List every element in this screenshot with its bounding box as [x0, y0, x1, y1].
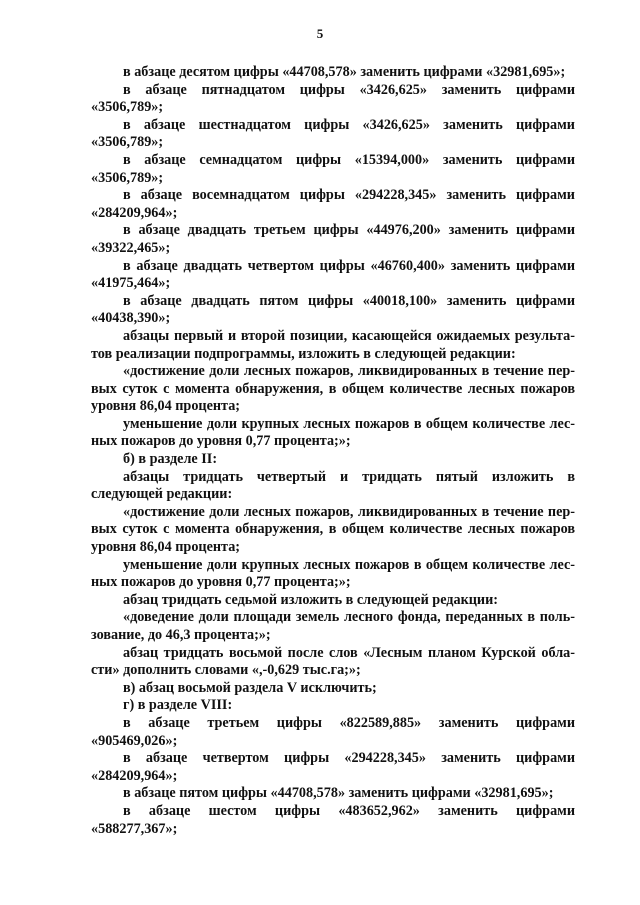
paragraph: «доведение доли площади земель лесного фонда, переданных в пользование, до 46,3 процента;»;: [91, 609, 575, 643]
paragraph: г) в разделе VIII:: [123, 697, 233, 714]
paragraph: в абзаце двадцать пятом цифры «40018,100» заменить цифрами «40438,390»;: [91, 292, 575, 327]
paragraph: в абзаце третьем цифры «822589,885» заменить цифрами «905469,026»;: [91, 714, 575, 749]
paragraph: в абзаце шестом цифры «483652,962» заменить цифрами «588277,367»;: [91, 802, 575, 837]
paragraph: б) в разделе II:: [123, 451, 218, 468]
paragraph: в абзаце двадцать четвертом цифры «46760,400» заменить цифрами «41975,464»;: [91, 257, 575, 292]
paragraph: в абзаце восемнадцатом цифры «294228,345» заменить цифрами «284209,964»;: [91, 187, 575, 221]
paragraph: абзацы тридцать четвертый и тридцать пятый изложить в следующей редакции:: [91, 468, 575, 503]
paragraph: «достижение доли лесных пожаров, ликвидированных в течение первых суток с момента обнаружения, в общем количестве лесных пожаров уровня 86,04 процента;: [91, 363, 575, 415]
paragraph: в) абзац восьмой раздела V исключить;: [123, 679, 377, 696]
paragraph: «достижение доли лесных пожаров, ликвидированных в течение первых суток с момента обнаружения, в общем количестве лесных пожаров уровня 86,04 процента;: [91, 503, 575, 556]
paragraph: в абзаце десятом цифры «44708,578» заменить цифрами «32981,695»;: [123, 64, 566, 80]
document-body: [91, 64, 575, 838]
paragraph: уменьшение доли крупных лесных пожаров в общем количестве лесных пожаров до уровня 0,77 процента;»;: [91, 415, 575, 450]
page-number: 5: [316, 26, 324, 41]
paragraph: абзац тридцать восьмой после слов «Лесным планом Курской области» дополнить словами «,-0,629 тыс.га;»;: [91, 644, 575, 679]
paragraph: в абзаце четвертом цифры «294228,345» заменить цифрами «284209,964»;: [91, 750, 575, 784]
paragraph: в абзаце семнадцатом цифры «15394,000» заменить цифрами «3506,789»;: [91, 151, 575, 186]
paragraph: уменьшение доли крупных лесных пожаров в общем количестве лесных пожаров до уровня 0,77 процента;»;: [91, 556, 575, 591]
paragraph: в абзаце шестнадцатом цифры «3426,625» заменить цифрами «3506,789»;: [91, 116, 575, 151]
paragraph: абзац тридцать седьмой изложить в следующей редакции:: [123, 591, 498, 608]
paragraph: абзацы первый и второй позиции, касающейся ожидаемых результатов реализации подпрограммы, изложить в следующей редакции:: [91, 327, 575, 362]
paragraph: в абзаце двадцать третьем цифры «44976,200» заменить цифрами «39322,465»;: [91, 222, 575, 256]
paragraph: в абзаце пятнадцатом цифры «3426,625» заменить цифрами «3506,789»;: [91, 81, 575, 116]
paragraph: в абзаце пятом цифры «44708,578» заменить цифрами «32981,695»;: [123, 785, 554, 802]
